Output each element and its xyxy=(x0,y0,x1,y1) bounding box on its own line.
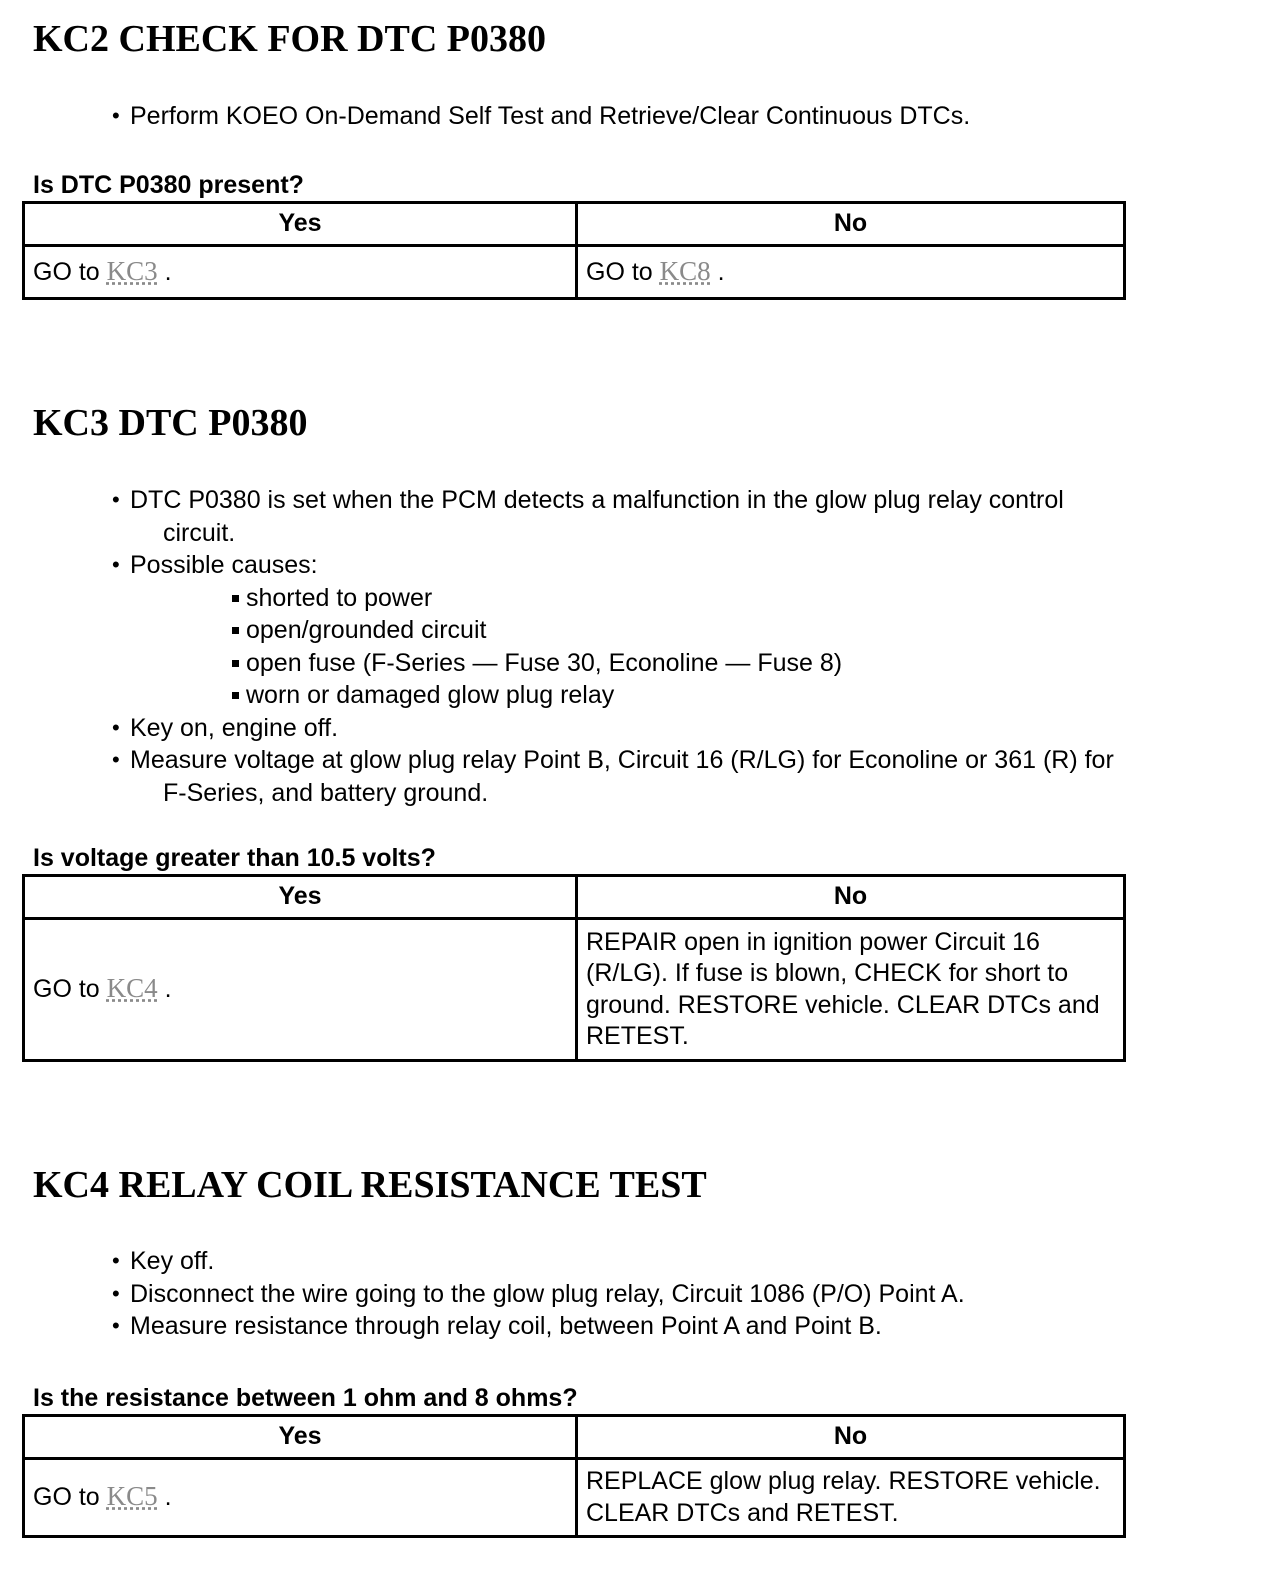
kc2-yes-header: Yes xyxy=(24,203,577,246)
kc2-no-header: No xyxy=(577,203,1125,246)
kc3-steps-list xyxy=(110,484,1220,809)
kc3-step-4-line2: F-Series, and battery ground. xyxy=(163,778,489,807)
kc2-no-prefix: GO to xyxy=(586,257,653,286)
kc4-link[interactable]: KC4 xyxy=(106,973,158,1004)
kc4-step-1: • Key off. xyxy=(110,1245,1220,1278)
kc4-answer-table xyxy=(22,1414,1126,1538)
kc4-step-2: • Disconnect the wire going to the glow plug relay, Circuit 1086 (P/O) Point A. xyxy=(110,1278,1220,1311)
kc3-step-1 xyxy=(110,484,1220,549)
kc3-step-3: • Key on, engine off. xyxy=(110,712,1220,745)
kc2-heading: KC2 CHECK FOR DTC P0380 xyxy=(33,18,546,60)
kc4-step-3: • Measure resistance through relay coil, between Point A and Point B. xyxy=(110,1310,1220,1343)
kc4-yes-prefix: GO to xyxy=(33,1483,100,1512)
kc3-step-2-text: Possible causes: xyxy=(130,551,318,579)
kc3-link[interactable]: KC3 xyxy=(106,255,158,286)
kc3-yes-cell xyxy=(24,919,577,1061)
cause-item: worn or damaged glow plug relay xyxy=(230,679,1220,712)
kc3-step-1-line2: circuit. xyxy=(163,518,236,547)
kc2-no-suffix: . xyxy=(717,257,725,286)
kc3-no-header: No xyxy=(577,876,1125,919)
kc4-no-header: No xyxy=(577,1416,1125,1459)
kc4-yes-header: Yes xyxy=(24,1416,577,1459)
kc2-steps-list xyxy=(110,100,1220,133)
kc3-answer-table xyxy=(22,874,1126,1062)
kc3-yes-suffix: . xyxy=(164,975,172,1004)
cause-item: shorted to power xyxy=(230,582,1220,615)
kc3-step-2 xyxy=(110,549,1220,712)
kc2-question: Is DTC P0380 present? xyxy=(33,171,304,199)
cause-item: open fuse (F-Series — Fuse 30, Econoline — Fuse 8) xyxy=(230,647,1220,680)
kc2-no-cell xyxy=(577,246,1125,299)
kc2-yes-prefix: GO to xyxy=(33,257,100,286)
kc2-step-1: • Perform KOEO On-Demand Self Test and Retrieve/Clear Continuous DTCs. xyxy=(110,100,1220,133)
kc3-yes-header: Yes xyxy=(24,876,577,919)
kc4-question: Is the resistance between 1 ohm and 8 ohms? xyxy=(33,1384,578,1412)
possible-causes-list xyxy=(130,582,1220,712)
kc4-yes-cell xyxy=(24,1459,577,1537)
kc3-step-4-line1: Measure voltage at glow plug relay Point B, Circuit 16 (R/LG) for Econoline or 361 (R) for xyxy=(130,746,1114,774)
kc3-question: Is voltage greater than 10.5 volts? xyxy=(33,844,436,872)
kc3-heading: KC3 DTC P0380 xyxy=(33,402,308,444)
kc4-heading: KC4 RELAY COIL RESISTANCE TEST xyxy=(33,1164,707,1206)
cause-item: open/grounded circuit xyxy=(230,614,1220,647)
kc3-step-4 xyxy=(110,744,1220,809)
kc8-link[interactable]: KC8 xyxy=(659,255,711,286)
kc4-yes-suffix: . xyxy=(164,1483,172,1512)
kc2-yes-cell xyxy=(24,246,577,299)
kc3-no-cell: REPAIR open in ignition power Circuit 16 (R/LG). If fuse is blown, CHECK for short to ground. RESTORE vehicle. CLEAR DTCs and RETEST. xyxy=(577,919,1125,1061)
kc3-yes-prefix: GO to xyxy=(33,975,100,1004)
kc4-steps-list xyxy=(110,1245,1220,1343)
kc5-link[interactable]: KC5 xyxy=(106,1481,158,1512)
kc2-answer-table xyxy=(22,201,1126,300)
kc4-no-cell: REPLACE glow plug relay. RESTORE vehicle. CLEAR DTCs and RETEST. xyxy=(577,1459,1125,1537)
kc3-step-1-line1: DTC P0380 is set when the PCM detects a malfunction in the glow plug relay control xyxy=(130,486,1064,514)
kc2-yes-suffix: . xyxy=(164,257,172,286)
